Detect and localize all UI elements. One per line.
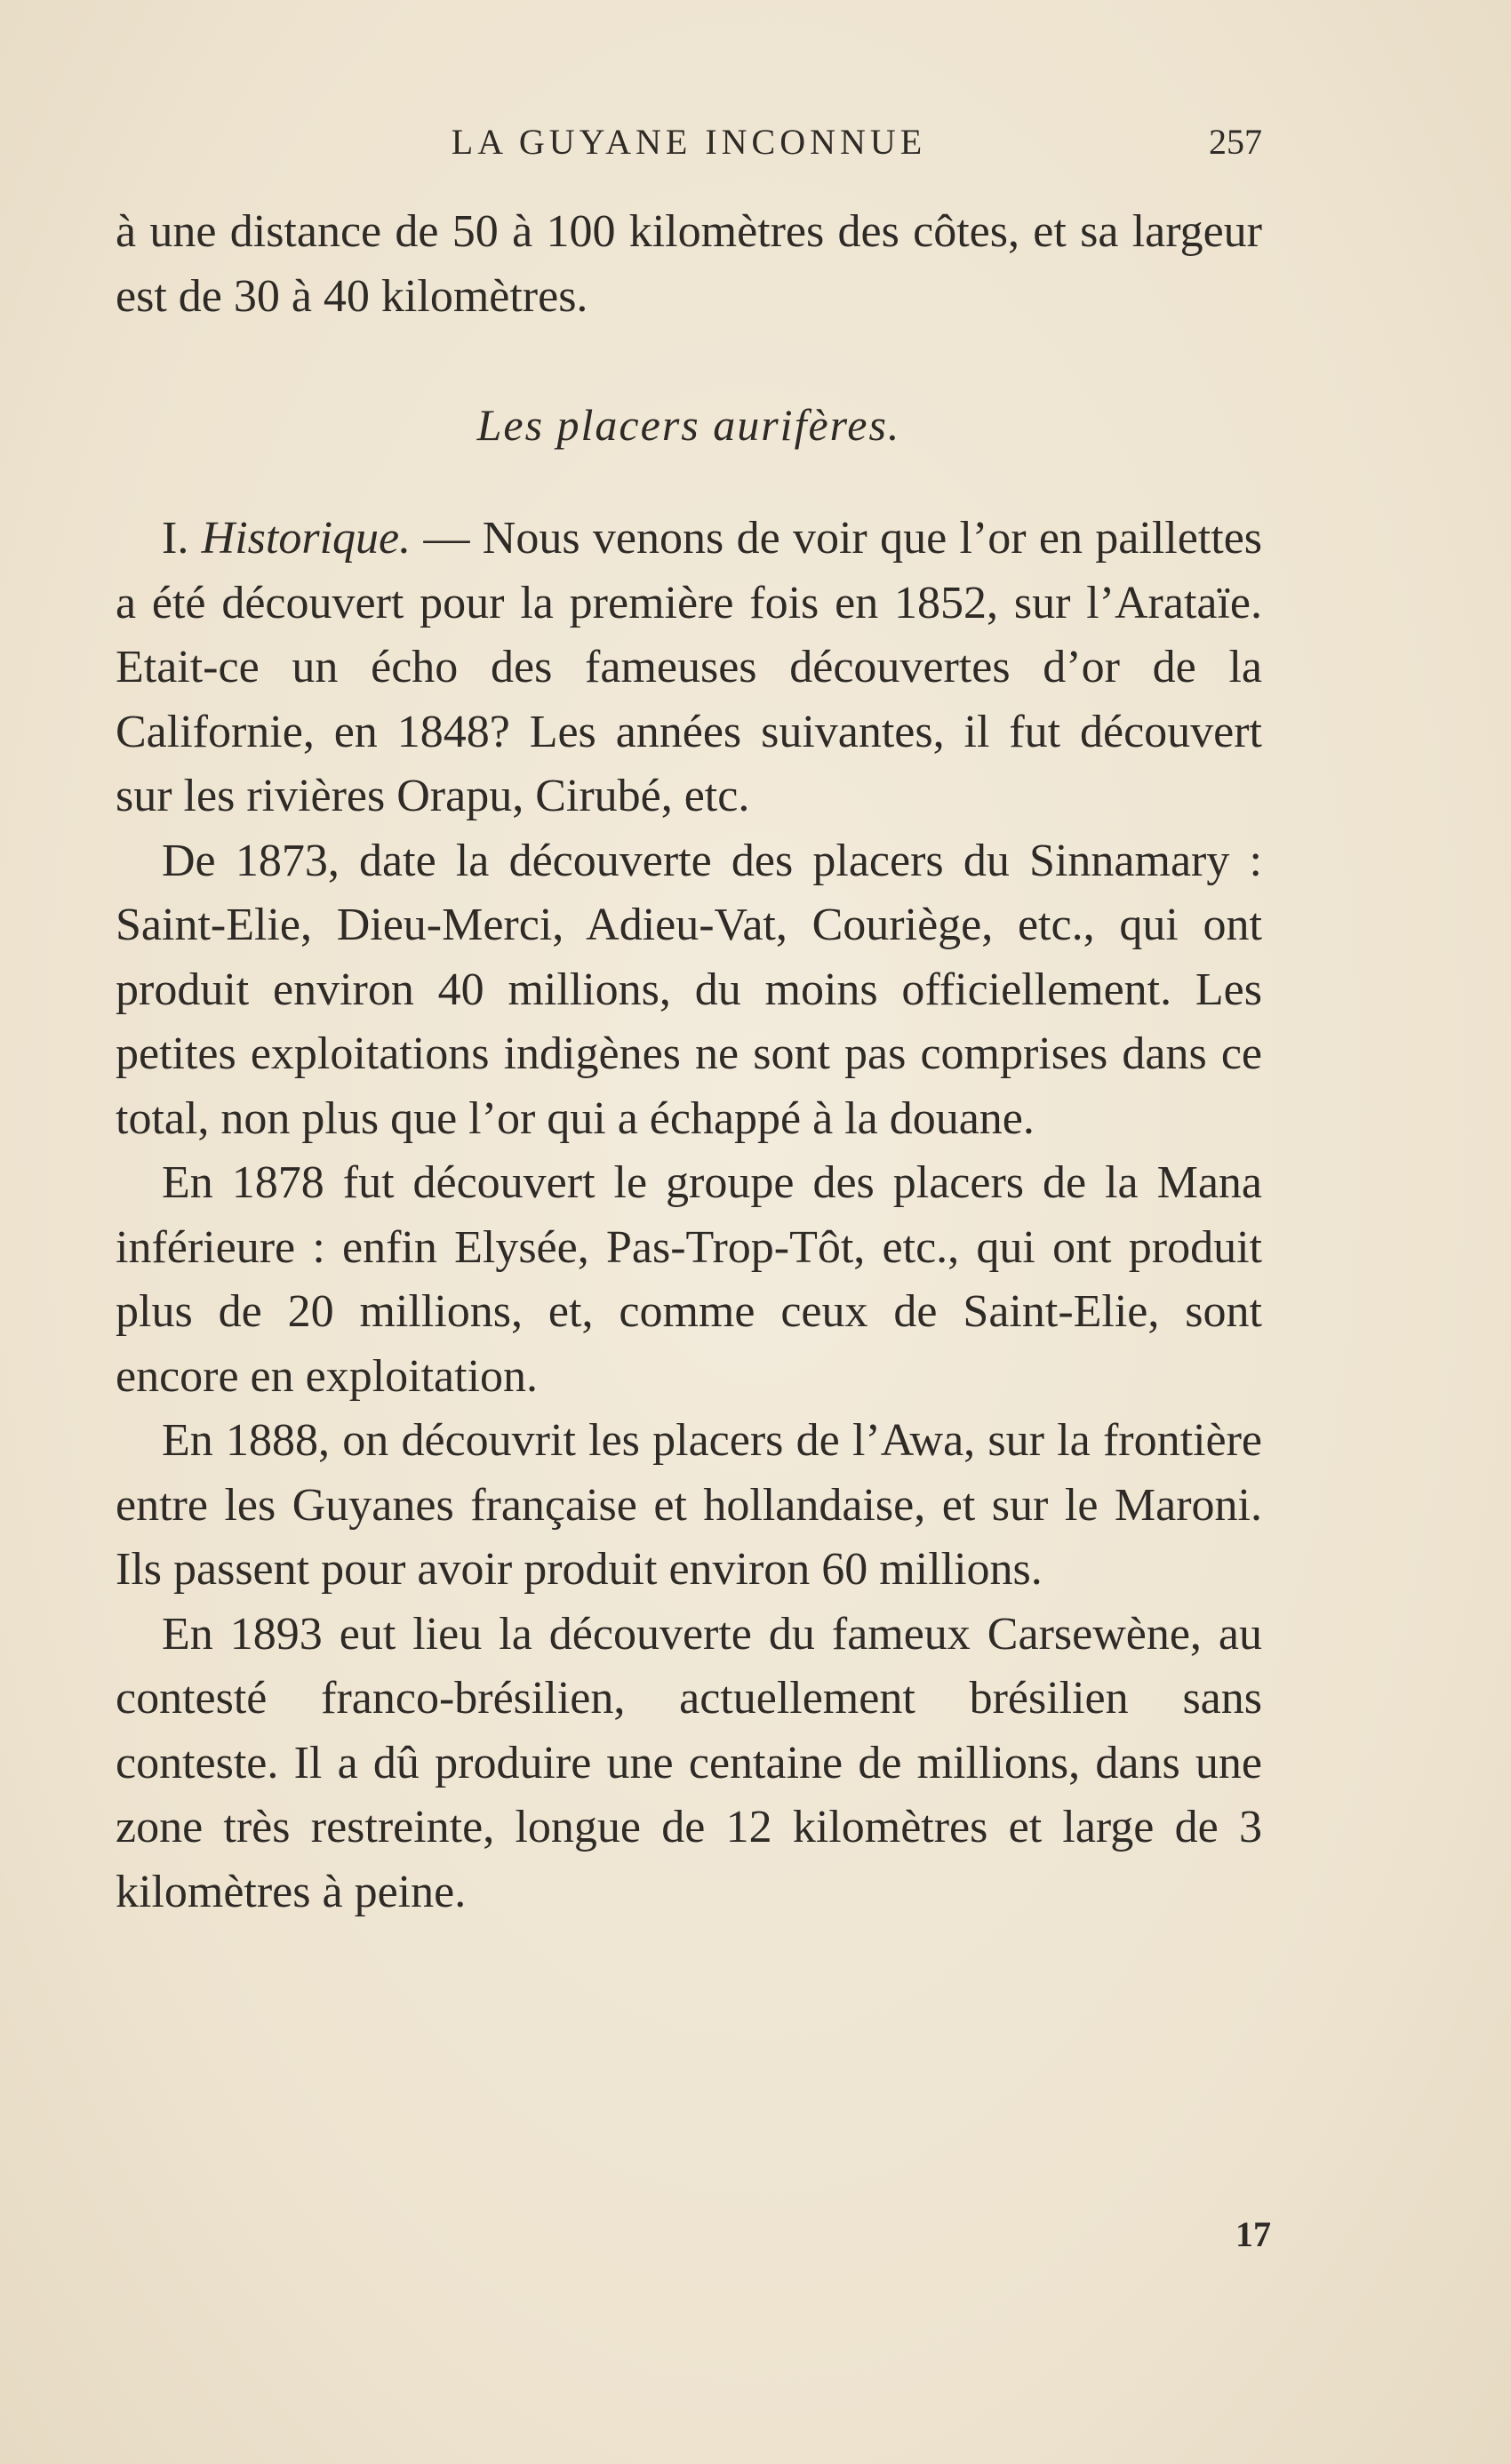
page-body	[116, 200, 1262, 1924]
paragraph-1888: En 1888, on découvrit les placers de l’Awa, sur la frontière entre les Guyanes française et hollandaise, et sur le Maroni. Ils passent pour avoir produit environ 60 millions.	[116, 1415, 1262, 1595]
running-title: LA GUYANE INCONNUE	[451, 122, 927, 162]
subsection-title: Historique.	[201, 513, 412, 564]
section-number: I.	[162, 513, 189, 564]
paragraph-1878: En 1878 fut découvert le groupe des placers de la Mana inférieure : enfin Elysée, Pas-Trop-Tôt, etc., qui ont produit plus de 20 millions, et, comme ceux de Saint-Elie, sont encore en exploitation.	[116, 1157, 1262, 1402]
running-header	[116, 116, 1262, 169]
page-number: 257	[1209, 122, 1262, 162]
signature-mark: 17	[1235, 2214, 1271, 2254]
paragraph-continuation: à une distance de 50 à 100 kilomètres des côtes, et sa largeur est de 30 à 40 kilomètres.	[116, 206, 1262, 322]
paragraph-1893: En 1893 eut lieu la découverte du fameux Carsewène, au contesté franco-brésilien, actuellement brésilien sans conteste. Il a dû produire une centaine de millions, dans une zone très restreinte, longue de 12 kilomètres et large de 3 kilomètres à peine.	[116, 1608, 1262, 1917]
paragraph-historique	[116, 507, 1262, 829]
paragraph-1873: De 1873, date la découverte des placers du Sinnamary : Saint-Elie, Dieu-Merci, Adieu-Vat, Couriège, etc., qui ont produit environ 40 millions, du moins officiellement. Les petites exploitations indigènes ne sont pas comprises dans ce total, non plus que l’or qui a échappé à la douane.	[116, 835, 1262, 1144]
paragraph-text: — Nous venons de voir que l’or en paillettes a été découvert pour la première fois en 1852, sur l’Arataïe. Etait-ce un écho des fameuses découvertes d’or de la Californie, en 1848? Les années suivantes, il fut découvert sur les rivières Orapu, Cirubé, etc.	[116, 513, 1263, 821]
section-heading: Les placers aurifères.	[476, 400, 901, 450]
